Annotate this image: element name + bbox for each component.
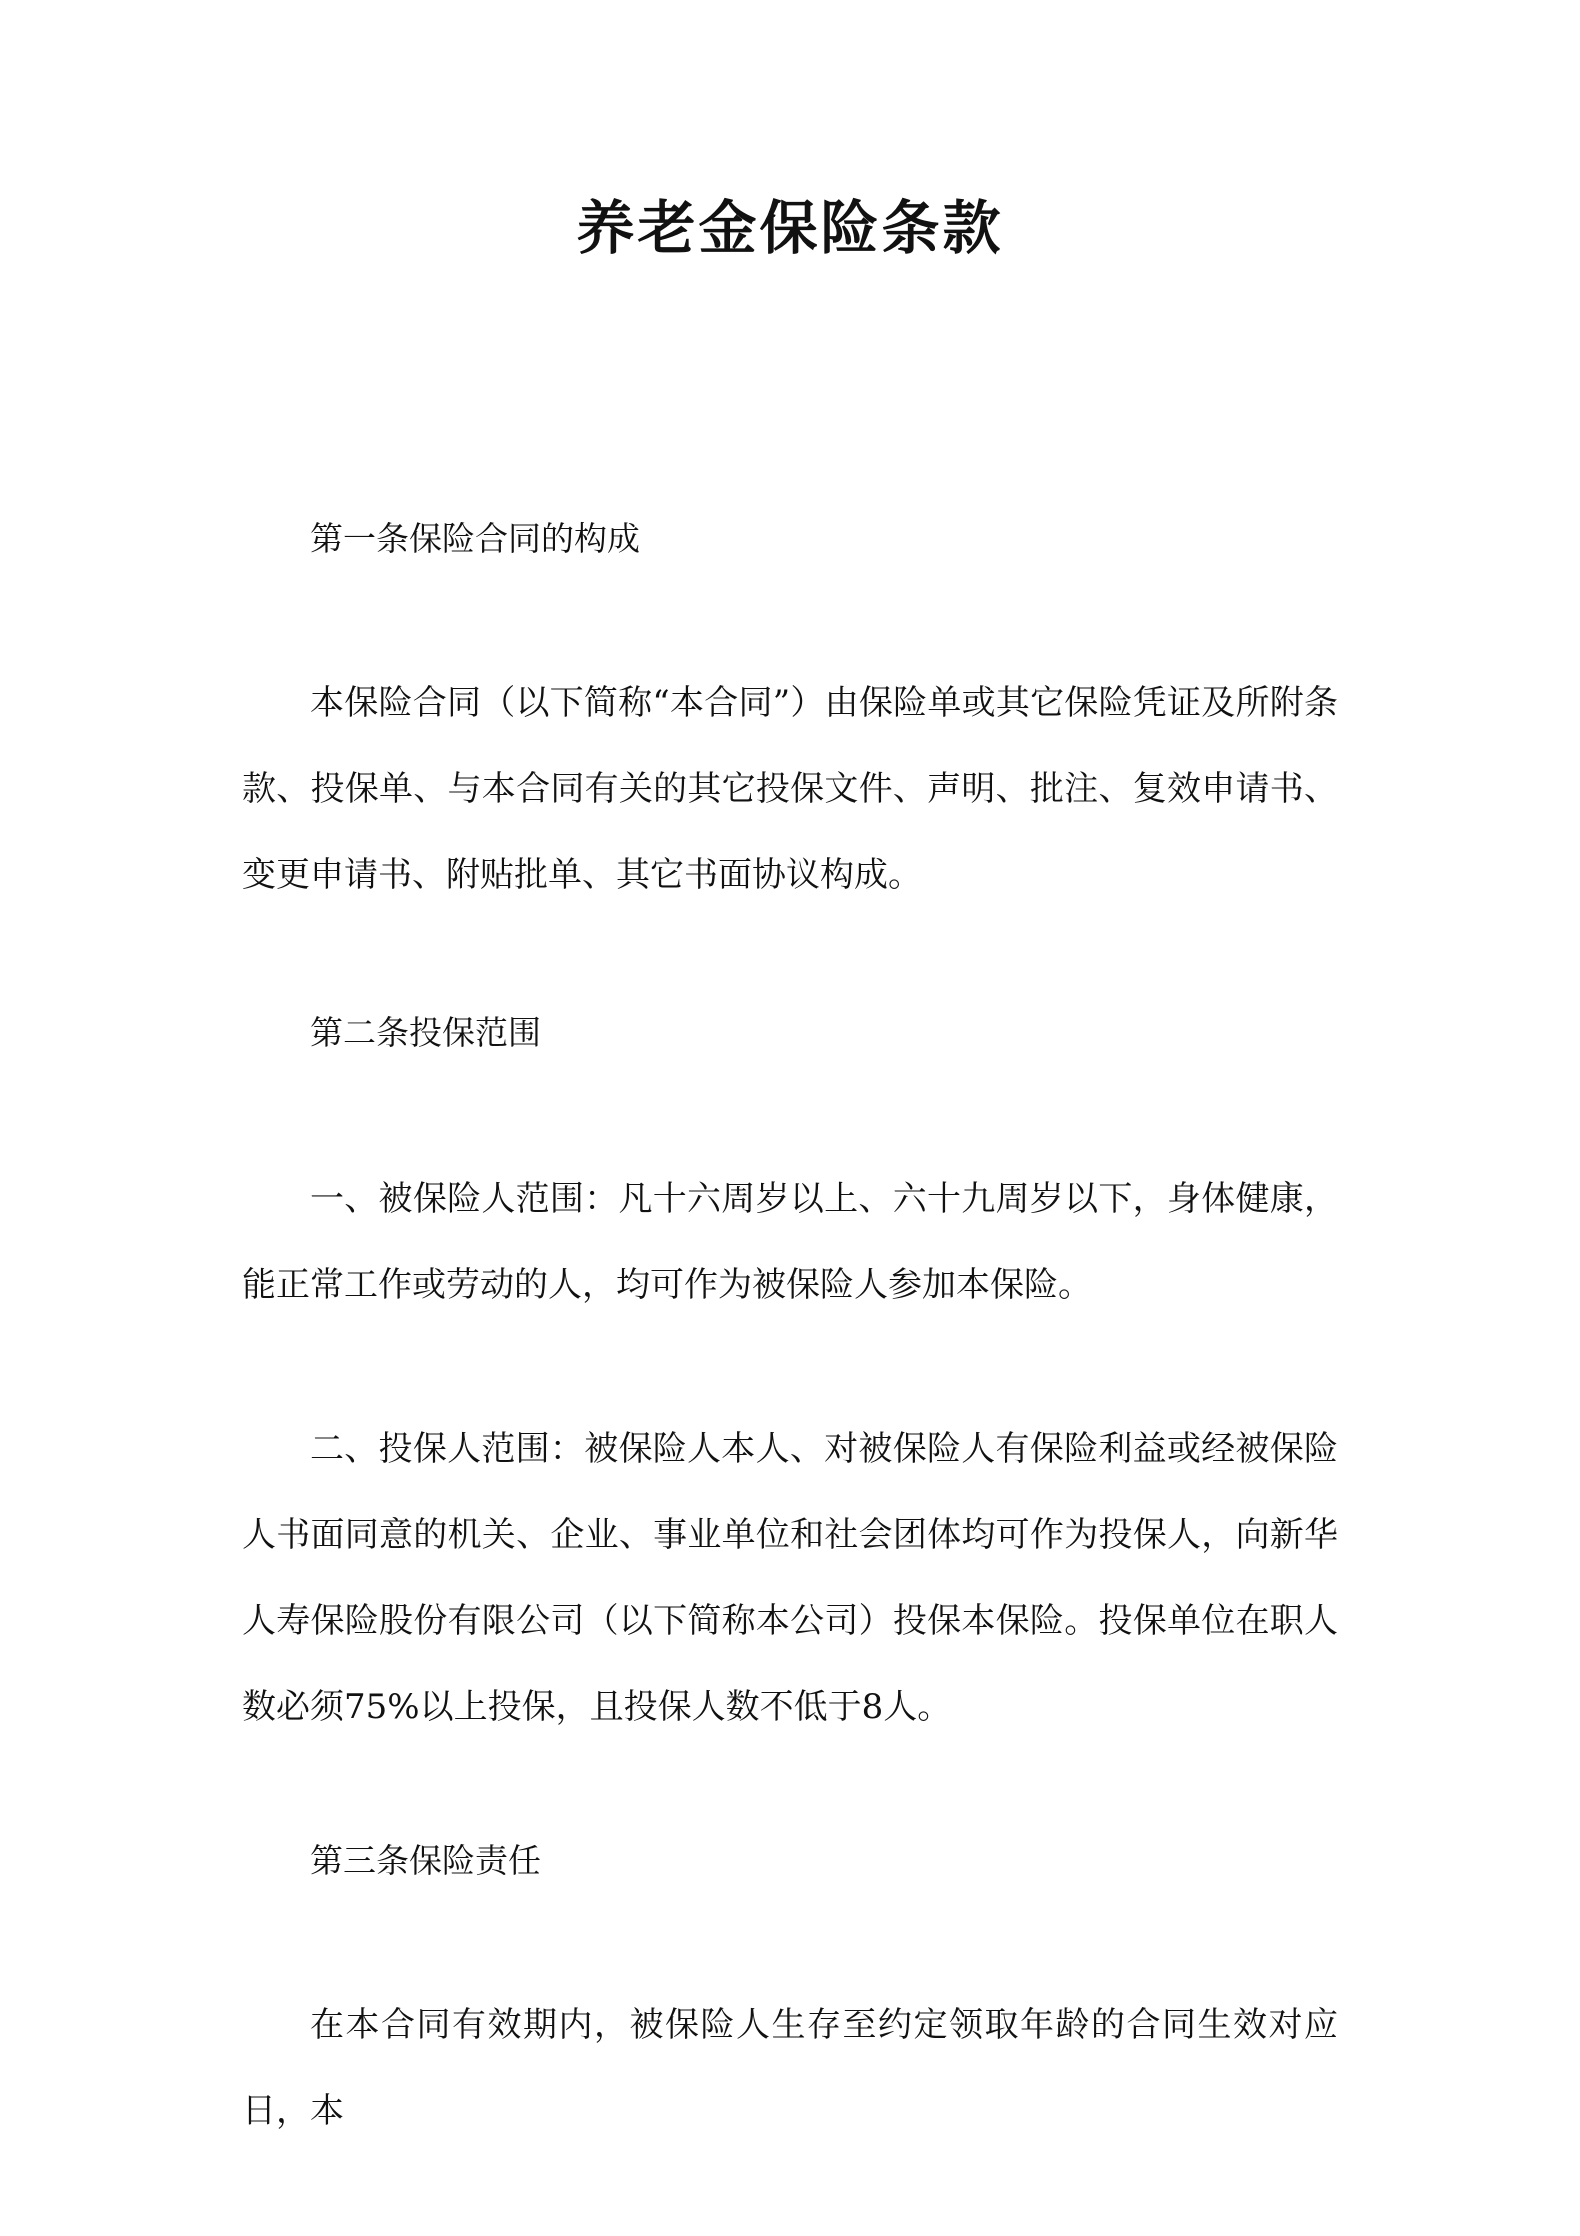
section-heading-2: 第二条投保范围 [310, 1013, 541, 1052]
section-1-paragraph-1: 本保险合同（以下简称“本合同”）由保险单或其它保险凭证及所附条款、投保单、与本合同有关的其它投保文件、声明、批注、复效申请书、变更申请书、附贴批单、其它书面协议构成。 [242, 683, 1338, 895]
section-heading-1: 第一条保险合同的构成 [310, 519, 640, 558]
section-3-paragraph-1: 在本合同有效期内，被保险人生存至约定领取年龄的合同生效对应日，本 [242, 2005, 1338, 2131]
section-2-paragraph-1: 一、被保险人范围：凡十六周岁以上、六十九周岁以下，身体健康，能正常工作或劳动的人，均可作为被保险人参加本保险。 [242, 1179, 1338, 1305]
section-heading-3: 第三条保险责任 [310, 1841, 541, 1880]
section-2-paragraph-2: 二、投保人范围：被保险人本人、对被保险人有保险利益或经被保险人书面同意的机关、企业、事业单位和社会团体均可作为投保人，向新华人寿保险股份有限公司（以下简称本公司）投保本保险。投保单位在职人数必须75%以上投保，且投保人数不低于8人。 [242, 1429, 1338, 1727]
document-title: 养老金保险条款 [576, 194, 1004, 262]
